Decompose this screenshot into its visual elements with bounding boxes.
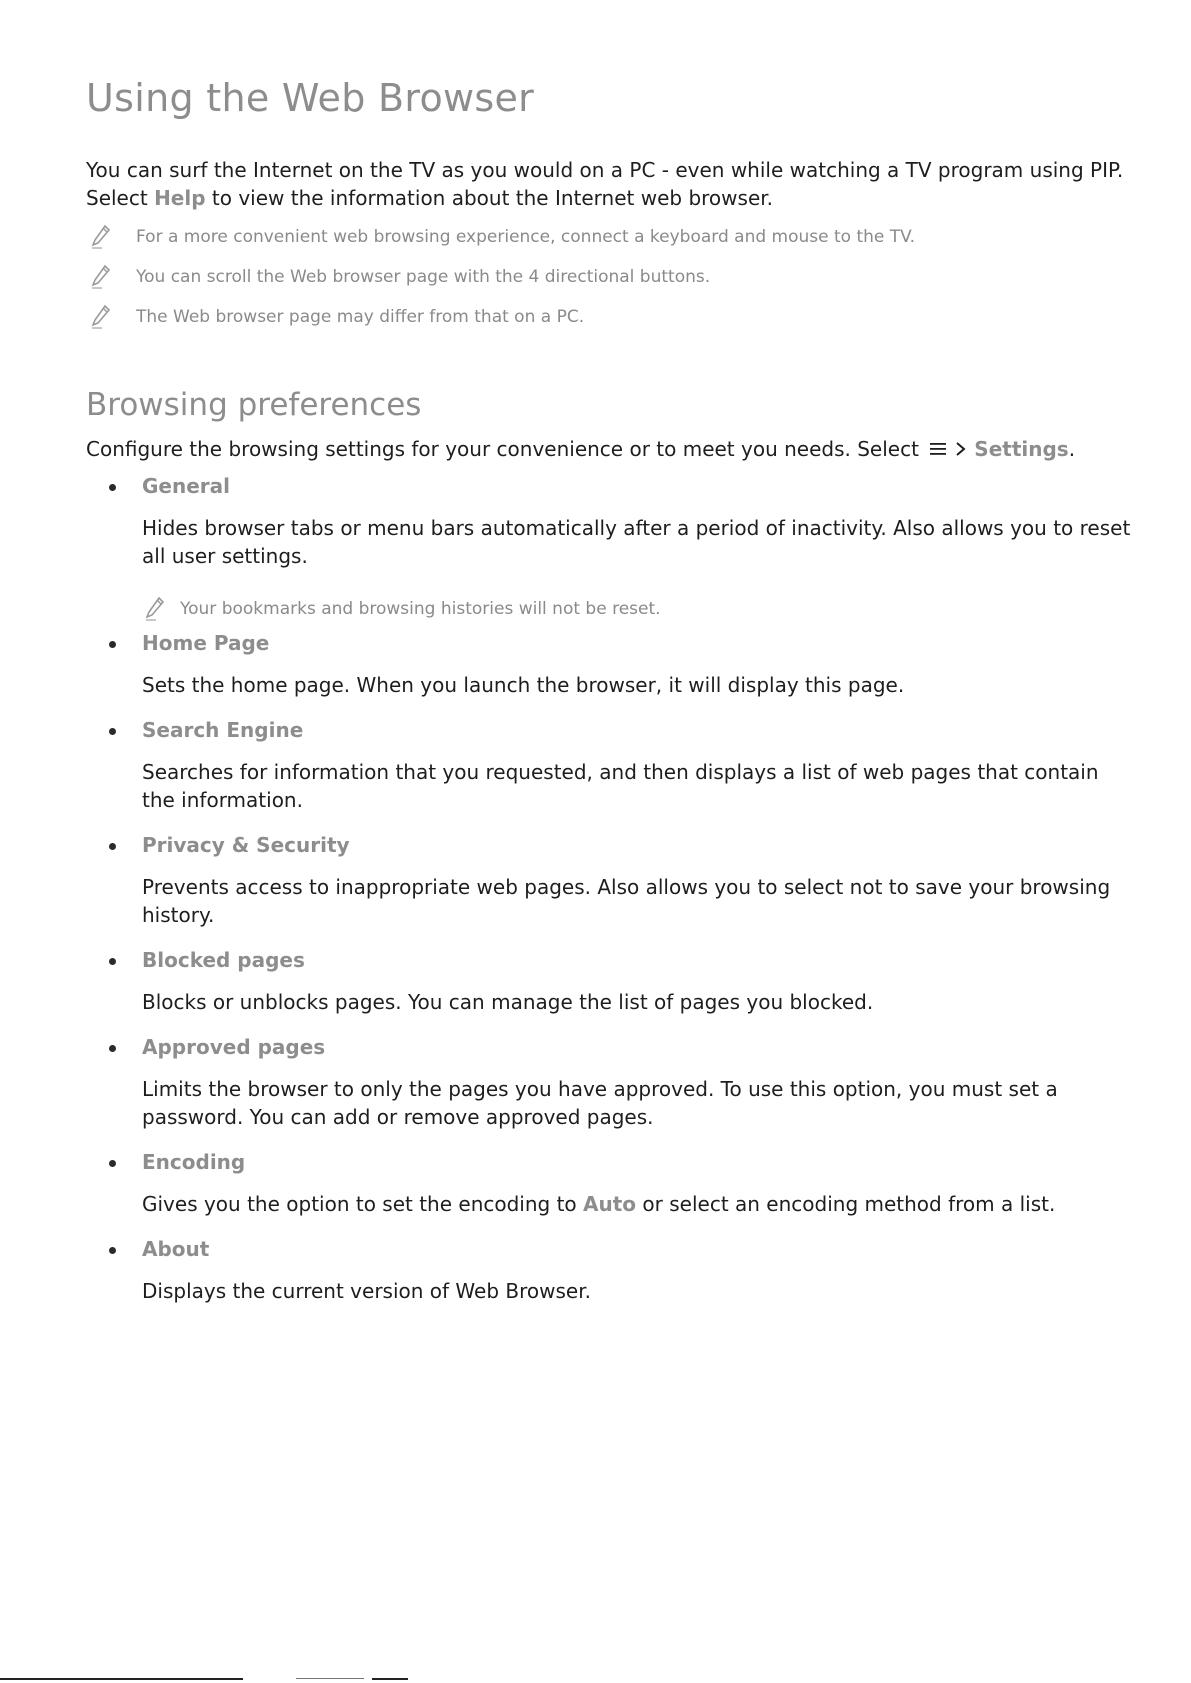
footer-divider — [0, 1678, 243, 1680]
item-description: Sets the home page. When you launch the browser, it will display this page. — [142, 673, 905, 697]
chevron-right-icon — [954, 441, 966, 457]
footer-divider — [372, 1678, 408, 1680]
item-title: Blocked pages — [142, 948, 305, 972]
page-title: Using the Web Browser — [86, 76, 535, 120]
bullet-icon — [109, 1247, 116, 1254]
item-description: Displays the current version of Web Browser. — [142, 1279, 591, 1303]
item-title: Approved pages — [142, 1035, 326, 1059]
item-description-text-1: Gives you the option to set the encoding to — [142, 1192, 584, 1216]
item-title: Privacy & Security — [142, 833, 350, 857]
note-text: The Web browser page may differ from that on a PC. — [136, 307, 585, 327]
section-lead-end: . — [1068, 437, 1076, 461]
item-note — [142, 596, 1042, 624]
bullet-icon — [109, 843, 116, 850]
item-description: Blocks or unblocks pages. You can manage the list of pages you blocked. — [142, 990, 874, 1014]
note-text: You can scroll the Web browser page with the 4 directional buttons. — [136, 267, 711, 287]
settings-link: Settings — [974, 437, 1069, 461]
note-text: Your bookmarks and browsing histories will not be reset. — [180, 599, 661, 619]
item-description: Limits the browser to only the pages you have approved. To use this option, you must set a password. You can add or remove approved pages. — [142, 1077, 1058, 1129]
item-title: Encoding — [142, 1150, 246, 1174]
pencil-note-icon — [90, 264, 112, 290]
bullet-icon — [109, 641, 116, 648]
bullet-icon — [109, 484, 116, 491]
auto-option-label: Auto — [583, 1192, 637, 1216]
item-description: Prevents access to inappropriate web pages. Also allows you to select not to save your browsing history. — [142, 875, 1111, 927]
help-link: Help — [154, 186, 206, 210]
item-description-text-2: or select an encoding method from a list. — [636, 1192, 1056, 1216]
intro-paragraph — [86, 156, 1126, 212]
section-heading: Browsing preferences — [86, 387, 422, 423]
section-lead — [86, 435, 1075, 463]
item-description: Hides browser tabs or menu bars automatically after a period of inactivity. Also allows you to reset all user settings. — [142, 516, 1131, 568]
intro-text-2: to view the information about the Internet web browser. — [205, 186, 773, 210]
bullet-icon — [109, 958, 116, 965]
note-text: For a more convenient web browsing experience, connect a keyboard and mouse to the TV. — [136, 227, 916, 247]
pencil-note-icon — [144, 596, 166, 622]
item-title: Home Page — [142, 631, 270, 655]
bullet-icon — [109, 728, 116, 735]
item-description: Searches for information that you requested, and then displays a list of web pages that contain the information. — [142, 760, 1099, 812]
intro-text-1: You can surf the Internet on the TV as you would on a PC - even while watching a TV program using PIP. Select — [86, 158, 1124, 210]
footer-divider — [296, 1678, 364, 1679]
bullet-icon — [109, 1160, 116, 1167]
pencil-note-icon — [90, 304, 112, 330]
section-lead-text: Configure the browsing settings for your convenience or to meet you needs. Select — [86, 437, 919, 461]
bullet-icon — [109, 1045, 116, 1052]
item-title: About — [142, 1237, 210, 1261]
menu-icon — [929, 441, 947, 457]
pencil-note-icon — [90, 224, 112, 250]
item-title: Search Engine — [142, 718, 304, 742]
item-title: General — [142, 474, 230, 498]
item-description — [142, 1190, 1132, 1218]
